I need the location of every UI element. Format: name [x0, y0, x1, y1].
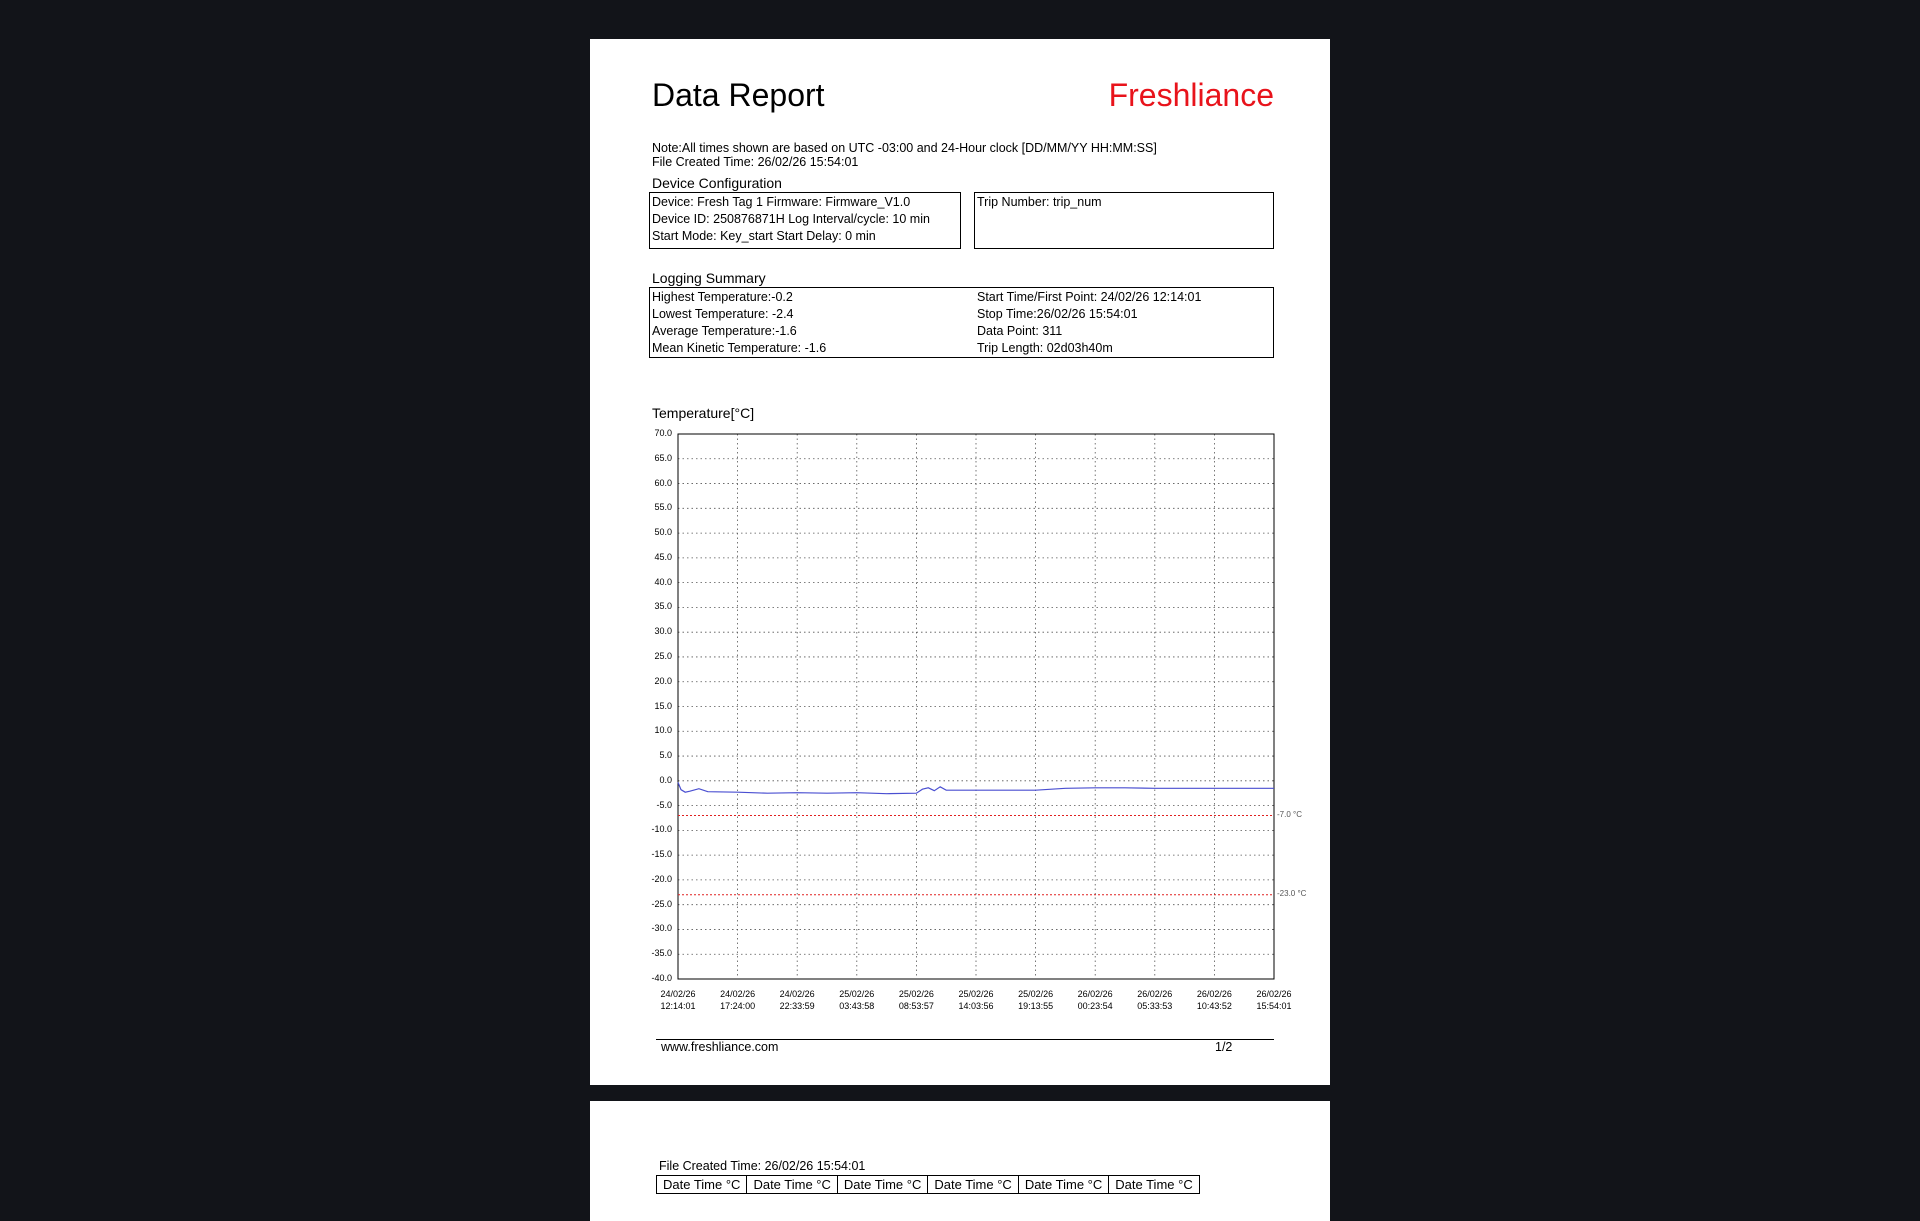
- chart-xtick-label: 24/02/26 22:33:59: [779, 989, 815, 1011]
- chart-ytick-label: -35.0: [651, 948, 672, 959]
- chart-ytick-label: 25.0: [654, 650, 672, 661]
- chart-ytick-label: 60.0: [654, 477, 672, 488]
- chart-xtick-label: 25/02/26 19:13:55: [1018, 989, 1054, 1011]
- report-page-2: [590, 1101, 1330, 1221]
- table-header-cell: Date Time °C: [657, 1176, 747, 1194]
- chart-ytick-label: 5.0: [659, 750, 672, 761]
- report-page-1: [590, 39, 1330, 1085]
- summary-start-time: Start Time/First Point: 24/02/26 12:14:01: [977, 290, 1202, 304]
- chart-ytick-label: -40.0: [651, 973, 672, 983]
- chart-xtick-label: 25/02/26 03:43:58: [839, 989, 875, 1011]
- summary-data-point: Data Point: 311: [977, 324, 1063, 338]
- device-config-row: Device: Fresh Tag 1 Firmware: Firmware_V1.0: [652, 195, 911, 209]
- summary-highest: Highest Temperature:-0.2: [652, 290, 793, 304]
- chart-ytick-label: 35.0: [654, 601, 672, 612]
- chart-series-line: [678, 782, 1274, 793]
- footer-url[interactable]: www.freshliance.com: [661, 1040, 779, 1054]
- chart-ytick-label: 30.0: [654, 626, 672, 637]
- temperature-chart: [590, 39, 1330, 1085]
- chart-xtick-label: 26/02/26 00:23:54: [1077, 989, 1113, 1011]
- trip-number: Trip Number: trip_num: [977, 195, 1102, 209]
- chart-ytick-label: 20.0: [654, 675, 672, 686]
- chart-ytick-label: 0.0: [659, 774, 672, 785]
- chart-xtick-label: 26/02/26 15:54:01: [1256, 989, 1292, 1011]
- data-table: [656, 1175, 1200, 1194]
- data-table-header-row: [657, 1176, 1200, 1194]
- chart-ytick-label: 10.0: [654, 725, 672, 736]
- chart-xtick-label: 24/02/26 17:24:00: [720, 989, 756, 1011]
- summary-mkt: Mean Kinetic Temperature: -1.6: [652, 341, 827, 355]
- chart-xtick-label: 25/02/26 08:53:57: [898, 989, 934, 1011]
- chart-limit-label: -7.0 °C: [1277, 809, 1302, 819]
- chart-ytick-label: -20.0: [651, 873, 672, 884]
- table-header-cell: Date Time °C: [1109, 1176, 1199, 1194]
- chart-limit-label: -23.0 °C: [1277, 888, 1307, 898]
- table-header-cell: Date Time °C: [837, 1176, 927, 1194]
- footer-page-number: 1/2: [1215, 1040, 1233, 1054]
- chart-ytick-label: -15.0: [651, 849, 672, 860]
- chart-ytick-label: 45.0: [654, 551, 672, 562]
- chart-ytick-label: 65.0: [654, 452, 672, 463]
- chart-xtick-label: 26/02/26 10:43:52: [1196, 989, 1232, 1011]
- brand-logo-text: Freshliance: [1108, 77, 1274, 113]
- summary-stop-time: Stop Time:26/02/26 15:54:01: [977, 307, 1138, 321]
- page2-file-created-time: File Created Time: 26/02/26 15:54:01: [659, 1159, 866, 1173]
- table-header-cell: Date Time °C: [928, 1176, 1018, 1194]
- chart-ytick-label: 55.0: [654, 502, 672, 513]
- table-header-cell: Date Time °C: [747, 1176, 837, 1194]
- report-title: Data Report: [652, 77, 825, 113]
- chart-ytick-label: -10.0: [651, 824, 672, 835]
- chart-ytick-label: 50.0: [654, 527, 672, 538]
- chart-xtick-label: 25/02/26 14:03:56: [958, 989, 994, 1011]
- timezone-note: Note:All times shown are based on UTC -03:00 and 24-Hour clock [DD/MM/YY HH:MM:SS]: [652, 141, 1157, 155]
- chart-ytick-label: 15.0: [654, 700, 672, 711]
- device-config-row: Start Mode: Key_start Start Delay: 0 min: [652, 229, 876, 243]
- chart-ytick-label: -5.0: [656, 799, 672, 810]
- chart-ytick-label: 40.0: [654, 576, 672, 587]
- chart-ytick-label: 70.0: [654, 428, 672, 438]
- chart-xtick-label: 24/02/26 12:14:01: [660, 989, 696, 1011]
- chart-xtick-label: 26/02/26 05:33:53: [1137, 989, 1173, 1011]
- table-header-cell: Date Time °C: [1018, 1176, 1108, 1194]
- summary-trip-length: Trip Length: 02d03h40m: [977, 341, 1113, 355]
- chart-ytick-label: -30.0: [651, 923, 672, 934]
- chart-ylabel: Temperature[°C]: [652, 405, 755, 421]
- device-config-heading: Device Configuration: [652, 175, 782, 191]
- summary-average: Average Temperature:-1.6: [652, 324, 797, 338]
- chart-ytick-label: -25.0: [651, 898, 672, 909]
- device-config-row: Device ID: 250876871H Log Interval/cycle: 10 min: [652, 212, 930, 226]
- temperature-chart-svg: [590, 39, 1330, 1085]
- file-created-time: File Created Time: 26/02/26 15:54:01: [652, 155, 859, 169]
- logging-summary-heading: Logging Summary: [652, 270, 766, 286]
- summary-lowest: Lowest Temperature: -2.4: [652, 307, 794, 321]
